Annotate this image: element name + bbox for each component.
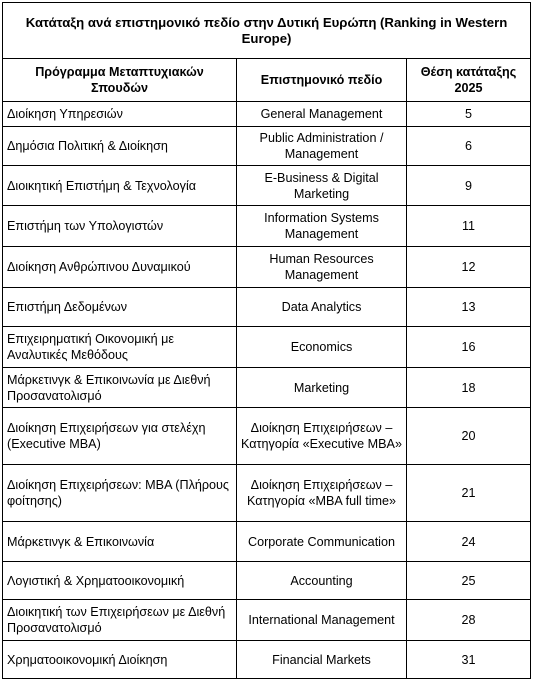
program-cell: Λογιστική & Χρηματοοικονομική — [3, 562, 237, 600]
program-cell: Επιχειρηματική Οικονομική με Αναλυτικές Μεθόδους — [3, 327, 237, 368]
table-row — [3, 641, 531, 679]
program-cell: Διοικητική Επιστήμη & Τεχνολογία — [3, 166, 237, 206]
position-cell: 21 — [407, 465, 531, 522]
program-cell: Μάρκετινγκ & Επικοινωνία — [3, 522, 237, 562]
position-cell: 24 — [407, 522, 531, 562]
position-cell: 13 — [407, 288, 531, 327]
position-cell: 31 — [407, 641, 531, 679]
header-program: Πρόγραμμα Μεταπτυχιακών Σπουδών — [3, 59, 237, 102]
program-cell: Διοίκηση Επιχειρήσεων για στελέχη (Executive MBA) — [3, 408, 237, 465]
field-cell: Public Administration / Management — [237, 127, 407, 166]
field-cell: E-Business & Digital Marketing — [237, 166, 407, 206]
header-row — [3, 59, 531, 102]
table-row — [3, 368, 531, 408]
position-cell: 28 — [407, 600, 531, 641]
table-row — [3, 600, 531, 641]
program-cell: Επιστήμη των Υπολογιστών — [3, 206, 237, 247]
field-cell: Διοίκηση Επιχειρήσεων – Κατηγορία «Executive MBA» — [237, 408, 407, 465]
field-cell: Human Resources Management — [237, 247, 407, 288]
program-cell: Επιστήμη Δεδομένων — [3, 288, 237, 327]
table-row — [3, 522, 531, 562]
table-row — [3, 206, 531, 247]
title-row — [3, 3, 531, 59]
table-row — [3, 562, 531, 600]
field-cell: Financial Markets — [237, 641, 407, 679]
header-position: Θέση κατάταξης 2025 — [407, 59, 531, 102]
position-cell: 6 — [407, 127, 531, 166]
field-cell: Information Systems Management — [237, 206, 407, 247]
program-cell: Διοίκηση Υπηρεσιών — [3, 102, 237, 127]
table-row — [3, 102, 531, 127]
position-cell: 18 — [407, 368, 531, 408]
program-cell: Δημόσια Πολιτική & Διοίκηση — [3, 127, 237, 166]
position-cell: 12 — [407, 247, 531, 288]
field-cell: International Management — [237, 600, 407, 641]
program-cell: Μάρκετινγκ & Επικοινωνία με Διεθνή Προσανατολισμό — [3, 368, 237, 408]
table-row — [3, 247, 531, 288]
position-cell: 25 — [407, 562, 531, 600]
field-cell: Marketing — [237, 368, 407, 408]
header-field: Επιστημονικό πεδίο — [237, 59, 407, 102]
position-cell: 5 — [407, 102, 531, 127]
table-title: Κατάταξη ανά επιστημονικό πεδίο στην Δυτική Ευρώπη (Ranking in Western Europe) — [3, 3, 531, 59]
table-row — [3, 465, 531, 522]
position-cell: 9 — [407, 166, 531, 206]
field-cell: Economics — [237, 327, 407, 368]
table-row — [3, 327, 531, 368]
field-cell: Accounting — [237, 562, 407, 600]
program-cell: Διοίκηση Επιχειρήσεων: MBA (Πλήρους φοίτησης) — [3, 465, 237, 522]
ranking-table — [2, 2, 531, 679]
position-cell: 16 — [407, 327, 531, 368]
field-cell: General Management — [237, 102, 407, 127]
field-cell: Data Analytics — [237, 288, 407, 327]
table-row — [3, 127, 531, 166]
table-row — [3, 166, 531, 206]
field-cell: Διοίκηση Επιχειρήσεων – Κατηγορία «MBA full time» — [237, 465, 407, 522]
field-cell: Corporate Communication — [237, 522, 407, 562]
position-cell: 20 — [407, 408, 531, 465]
program-cell: Διοικητική των Επιχειρήσεων με Διεθνή Προσανατολισμό — [3, 600, 237, 641]
position-cell: 11 — [407, 206, 531, 247]
program-cell: Χρηματοοικονομική Διοίκηση — [3, 641, 237, 679]
program-cell: Διοίκηση Ανθρώπινου Δυναμικού — [3, 247, 237, 288]
table-row — [3, 408, 531, 465]
table-row — [3, 288, 531, 327]
